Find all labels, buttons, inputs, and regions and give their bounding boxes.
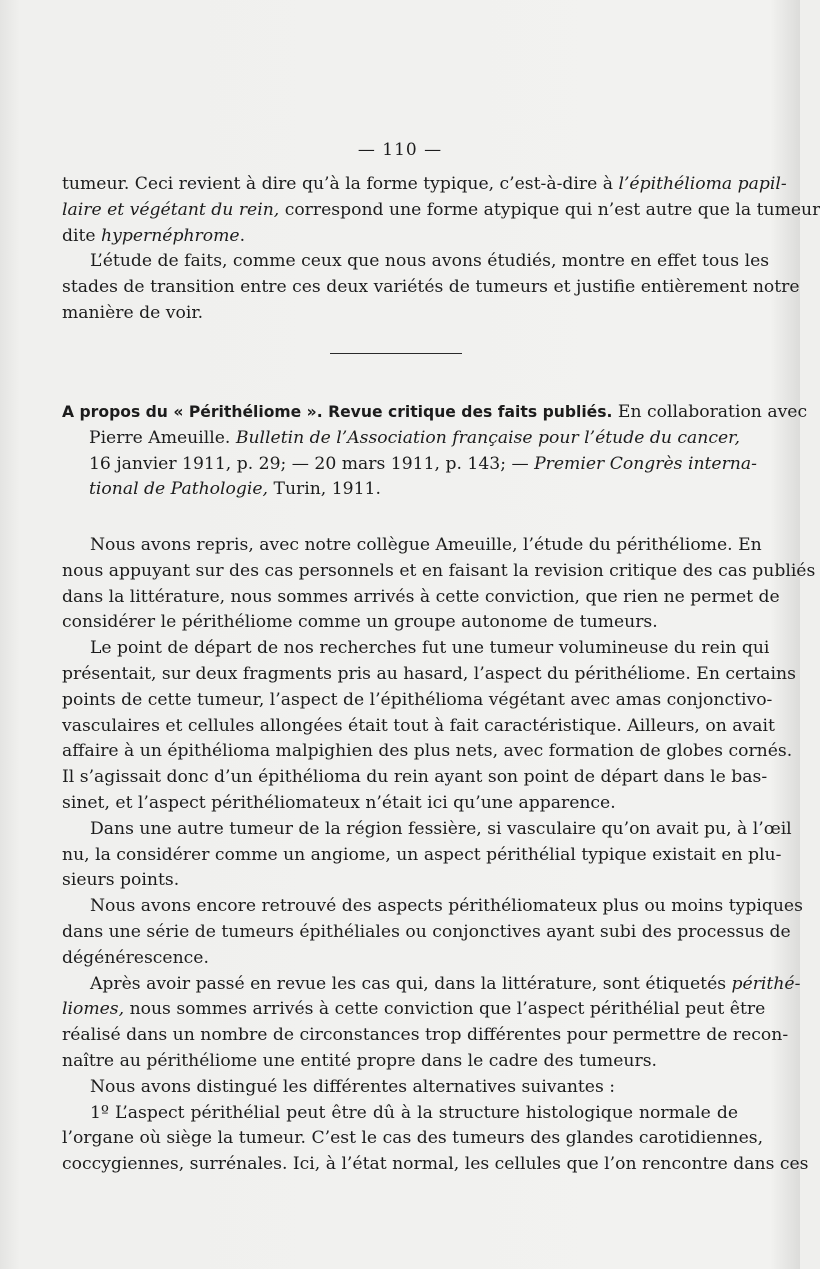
text-line: [62, 1126, 764, 1152]
text-line: [62, 1049, 738, 1075]
text: nu, la considérer comme un angiome, un aspect périthélial typique existait en plu-: [62, 844, 782, 865]
text-line: [62, 224, 738, 250]
text-line: [62, 739, 793, 765]
text: tumeur. Ceci revient à dire qu’à la forme typique, c’est-à-dire à: [62, 174, 619, 194]
text-line: [62, 400, 808, 426]
italic-text: Bulletin de l’Association française pour l’étude du cancer,: [235, 427, 740, 448]
page-number: — 110 —: [357, 140, 443, 160]
entry-title: A propos du « Périthéliome ». Revue critique des faits publiés.: [62, 403, 613, 421]
italic-text: périthé-: [731, 973, 801, 994]
text-line: [62, 946, 738, 972]
text-line: [62, 1023, 789, 1049]
text: nous sommes arrivés à cette conviction que l’aspect périthélial peut être: [124, 999, 766, 1020]
text: coccygiennes, surrénales. Ici, à l’état normal, les cellules que l’on rencontre dans ces: [62, 1154, 809, 1175]
text: dans une série de tumeurs épithéliales ou conjonctives ayant subi des processus de: [62, 921, 791, 942]
text-line: [62, 817, 792, 843]
text: vasculaires et cellules allongées était tout à fait caractéristique. Ailleurs, on avait: [62, 715, 775, 736]
text-line: [62, 1152, 809, 1178]
body-text: [62, 533, 816, 1178]
text: réalisé dans un nombre de circonstances trop différentes pour permettre de recon-: [62, 1025, 789, 1046]
text-line: [62, 1101, 738, 1127]
bibliography-entry: [62, 400, 808, 503]
text: sieurs points.: [62, 870, 180, 891]
italic-text: tional de Pathologie,: [89, 479, 269, 500]
text-line: [62, 972, 801, 998]
italic-text: hypernéphrome: [101, 225, 240, 246]
text-line: [62, 1075, 738, 1101]
italic-text: l’épithélioma papil-: [618, 174, 787, 194]
text-line: manière de voir.: [62, 302, 204, 323]
text: Nous avons repris, avec notre collègue Ameuille, l’étude du périthéliome. En: [90, 535, 762, 555]
text-line: [62, 559, 816, 585]
text-line: [62, 636, 770, 662]
text-line: [62, 791, 738, 817]
text: 16 janvier 1911, p. 29; — 20 mars 1911, p. 143; —: [89, 453, 535, 474]
text: Nous avons encore retrouvé des aspects périthéliomateux plus ou moins typiques: [90, 896, 803, 917]
text-line: [62, 714, 775, 740]
text-line: [62, 765, 768, 791]
text-line: [62, 843, 782, 869]
text: dite: [62, 225, 102, 246]
text: .: [239, 225, 246, 246]
text: Pierre Ameuille.: [89, 427, 236, 448]
text: Il s’agissait donc d’un épithélioma du rein ayant son point de départ dans le bas-: [62, 767, 768, 788]
text: Après avoir passé en revue les cas qui, dans la littérature, sont étiquetés: [90, 973, 732, 994]
text-line: [62, 198, 820, 224]
text: l’organe où siège la tumeur. C’est le cas des tumeurs des glandes carotidiennes,: [62, 1128, 764, 1149]
italic-text: liomes,: [62, 999, 125, 1020]
text: Nous avons distingué les différentes alternatives suivantes :: [90, 1076, 616, 1097]
text: nous appuyant sur des cas personnels et en faisant la revision critique des cas publiés: [62, 560, 816, 581]
text-line: [62, 452, 757, 478]
text: correspond une forme atypique qui n’est autre que la tumeur: [279, 199, 820, 220]
text-line: stades de transition entre ces deux variétés de tumeurs et justifie entièrement notre: [62, 277, 800, 298]
text-line: [62, 997, 766, 1023]
text-line: [62, 477, 738, 503]
text: Turin, 1911.: [268, 479, 381, 500]
text-line: [62, 894, 803, 920]
text-line: [62, 585, 780, 611]
text-line: L’étude de faits, comme ceux que nous avons étudiés, montre en effet tous les: [90, 251, 770, 272]
text: dégénérescence.: [62, 947, 209, 968]
text-line: [62, 426, 738, 452]
paragraph-continuation: [62, 172, 820, 327]
text: considérer le périthéliome comme un groupe autonome de tumeurs.: [62, 612, 658, 633]
text-line: [62, 610, 738, 636]
text: naître au périthéliome une entité propre dans le cadre des tumeurs.: [62, 1050, 657, 1071]
text: 1º L’aspect périthélial peut être dû à la structure histologique normale de: [90, 1102, 738, 1123]
section-separator: [330, 353, 462, 354]
text: dans la littérature, nous sommes arrivés à cette conviction, que rien ne permet de: [62, 586, 780, 607]
text: affaire à un épithélioma malpighien des plus nets, avec formation de globes cornés.: [62, 741, 793, 762]
text: points de cette tumeur, l’aspect de l’épithélioma végétant avec amas conjonctivo-: [62, 689, 773, 710]
text-line: [62, 688, 773, 714]
text-line: [62, 533, 762, 559]
text-line: [62, 662, 796, 688]
text: Le point de départ de nos recherches fut une tumeur volumineuse du rein qui: [90, 638, 770, 659]
text: Dans une autre tumeur de la région fessière, si vasculaire qu’on avait pu, à l’œil: [90, 818, 792, 839]
text: présentait, sur deux fragments pris au hasard, l’aspect du périthéliome. En certains: [62, 663, 796, 684]
text: sinet, et l’aspect périthéliomateux n’était ici qu’une apparence.: [62, 792, 616, 813]
text-line: [62, 920, 791, 946]
text-line: [62, 172, 787, 198]
italic-text: laire et végétant du rein,: [62, 199, 280, 220]
italic-text: Premier Congrès interna-: [534, 453, 757, 474]
text-line: [62, 868, 738, 894]
text: En collaboration avec: [612, 402, 808, 422]
